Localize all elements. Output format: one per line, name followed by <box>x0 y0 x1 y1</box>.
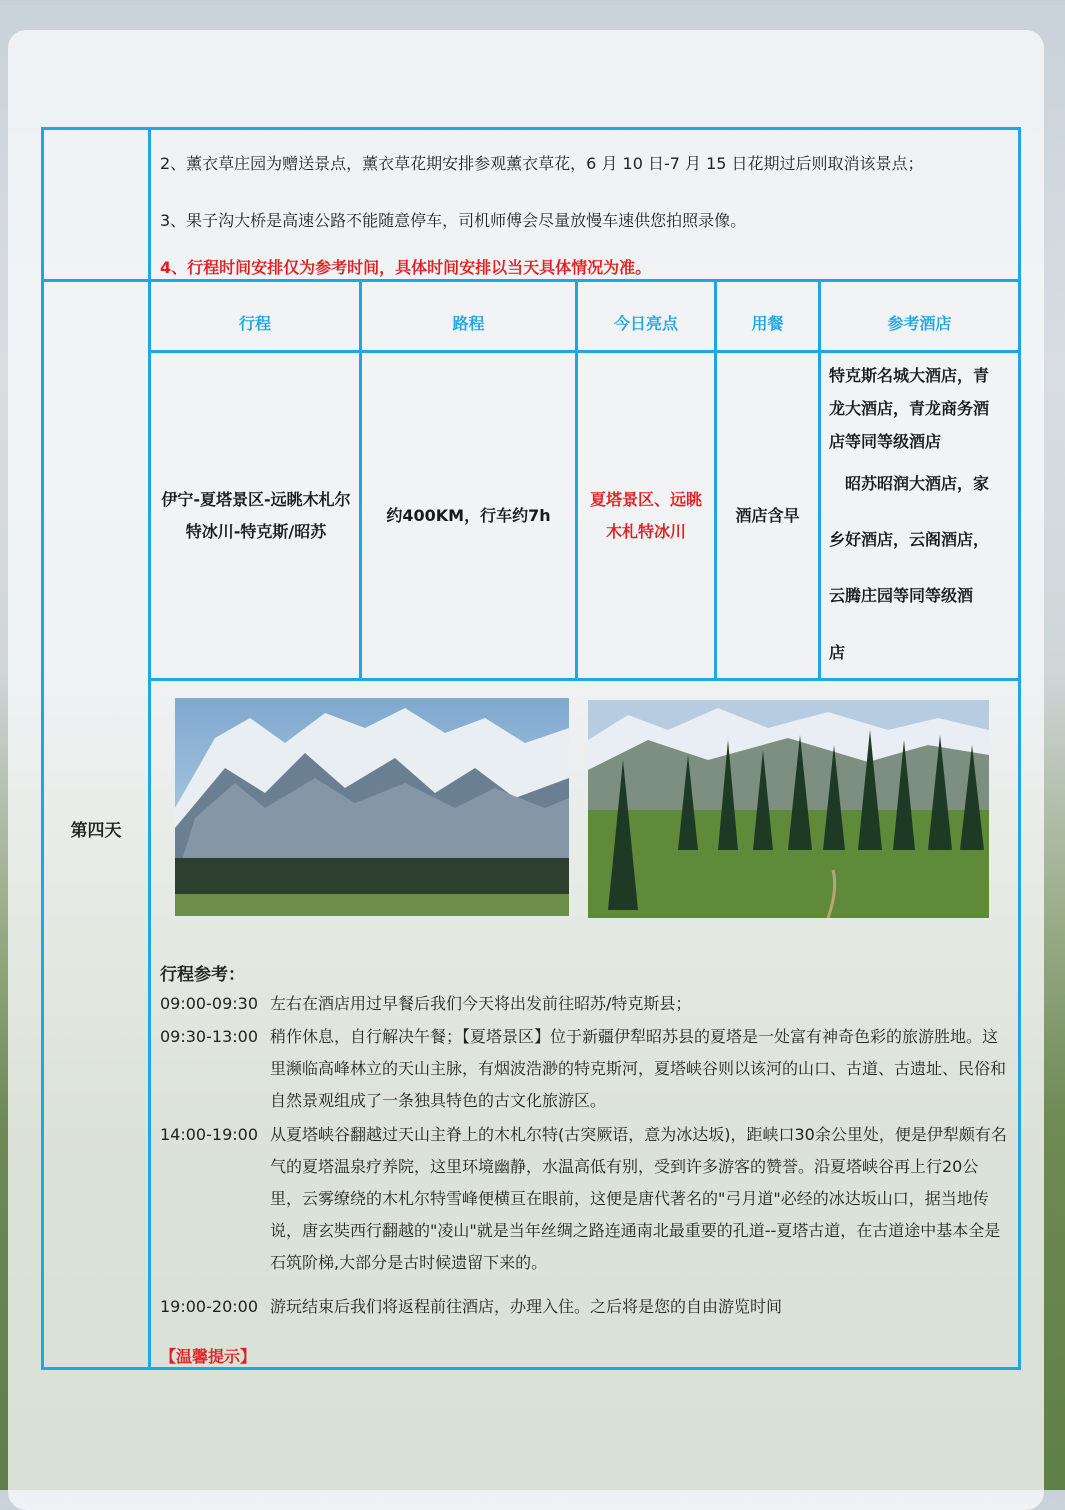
schedule-desc: 左右在酒店用过早餐后我们今天将出发前往昭苏/特克斯县； <box>270 994 692 1013</box>
day-label: 第四天 <box>70 821 122 841</box>
hotel-line: 店 <box>829 643 846 662</box>
schedule-desc: 从夏塔峡谷翻越过天山主脊上的木札尔特(古突厥语，意为冰达坂)，距峡口30余公里处，便是伊犁颇有名气的夏塔温泉疗养院，这里环境幽静，水温高低有别，受到许多游客的赞誉。沿夏塔峡谷再上行20公里，云雾缭绕的木札尔特雪峰便横亘在眼前，这便是唐代著名的"弓月道"必经的冰达坂山口，据当地传说，唐玄奘西行翻越的"凌山"就是当年丝绸之路连通南北最重要的孔道--夏塔古道，在古道途中基本全是石筑阶梯,大部分是古时候遗留下来的。 <box>270 1125 1007 1272</box>
snow-mountain-photo <box>175 698 569 916</box>
border-top <box>41 127 1021 130</box>
schedule-time: 19:00-20:00 <box>160 1297 258 1316</box>
highlight-cell: 夏塔景区、远眺木札特冰川 <box>589 489 702 541</box>
schedule-item <box>160 1021 1010 1117</box>
meal-cell: 酒店含早 <box>735 505 800 525</box>
schedule-title: 行程参考： <box>160 965 245 985</box>
schedule-item <box>160 1119 1010 1279</box>
hotel-line: 昭苏昭润大酒店，家 <box>829 474 990 493</box>
header-route: 行程 <box>238 313 271 333</box>
schedule-time: 14:00-19:00 <box>160 1125 258 1144</box>
note-2: 2、薰衣草庄园为赠送景点，薰衣草花期安排参观薰衣草花，6 月 10 日-7 月 15 日花期过后则取消该景点； <box>160 154 924 173</box>
border-notes-bottom <box>41 279 1021 282</box>
route-cell: 伊宁-夏塔景区-远眺木札尔特冰川-特克斯/昭苏 <box>161 489 351 541</box>
schedule-item <box>160 988 1010 1020</box>
schedule-desc: 游玩结束后我们将返程前往酒店，办理入住。之后将是您的自由游览时间 <box>270 1297 783 1316</box>
schedule-time: 09:30-13:00 <box>160 1027 258 1046</box>
border-left <box>41 127 44 1370</box>
spruce-forest-meadow-photo <box>588 700 989 918</box>
header-distance: 路程 <box>452 313 485 333</box>
note-3: 3、果子沟大桥是高速公路不能随意停车，司机师傅会尽量放慢车速供您拍照录像。 <box>160 211 747 230</box>
note-4: 4、行程时间安排仅为参考时间，具体时间安排以当天具体情况为准。 <box>160 258 652 277</box>
header-meal: 用餐 <box>751 313 784 333</box>
hotel-line: 云腾庄园等同等级酒 <box>829 586 974 605</box>
schedule-desc: 稍作休息，自行解决午餐；【夏塔景区】位于新疆伊犁昭苏县的夏塔是一处富有神奇色彩的旅游胜地。这里濒临高峰林立的天山主脉，有烟波浩渺的特克斯河，夏塔峡谷则以该河的山口、古道、古遗址、民俗和自然景观组成了一条独具特色的古文化旅游区。 <box>270 1027 1007 1110</box>
hotel-line: 特克斯名城大酒店，青 <box>829 366 990 385</box>
warm-tip-label: 【温馨提示】 <box>160 1347 257 1366</box>
hotel-line: 店等同等级酒店 <box>829 432 942 451</box>
hotel-line: 龙大酒店，青龙商务酒 <box>829 399 990 418</box>
schedule-item <box>160 1291 1010 1323</box>
border-bottom <box>41 1367 1021 1370</box>
distance-cell: 约400KM，行车约7h <box>386 505 551 525</box>
header-highlight: 今日亮点 <box>613 313 678 333</box>
hotel-line: 乡好酒店，云阁酒店， <box>829 530 990 549</box>
border-right <box>1018 127 1021 1370</box>
schedule-time: 09:00-09:30 <box>160 994 258 1013</box>
border-row-bottom <box>148 678 1021 681</box>
header-hotel: 参考酒店 <box>887 313 952 333</box>
